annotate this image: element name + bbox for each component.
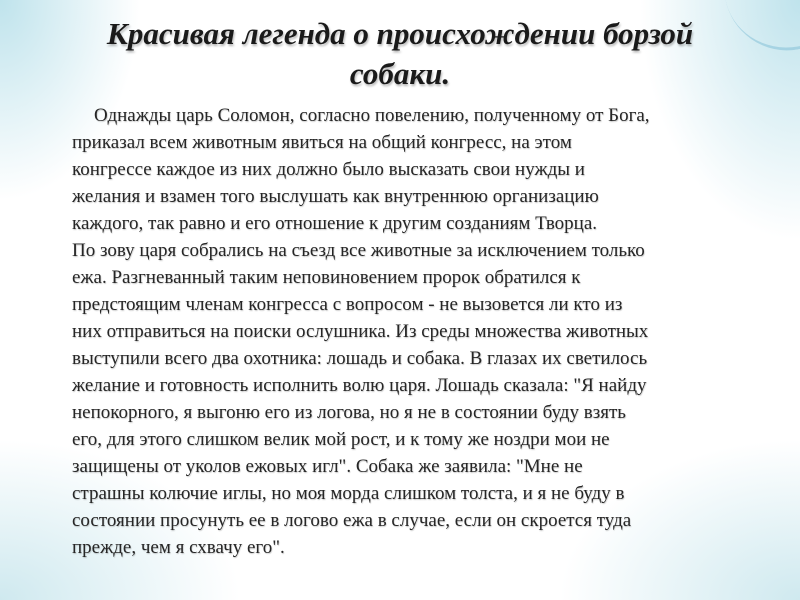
text-line: страшны колючие иглы, но моя морда слишком толста, и я не буду в	[72, 483, 625, 504]
text-line: прежде, чем я схвачу его".	[72, 537, 285, 558]
text-line: конгрессе каждое из них должно было высказать свои нужды и	[72, 159, 585, 180]
text-line: ежа. Разгневанный таким неповиновением пророк обратился к	[72, 267, 581, 288]
text-line: них отправиться на поиски ослушника. Из среды множества животных	[72, 321, 649, 342]
slide-title-line-2: собаки.	[349, 56, 451, 91]
text-line: Однажды царь Соломон, согласно повелению, полученному от Бога,	[94, 105, 650, 126]
legend-text	[72, 102, 752, 561]
text-line: желания и взамен того выслушать как внутреннюю организацию	[72, 186, 599, 207]
text-line: По зову царя собрались на съезд все животные за исключением только	[72, 240, 645, 261]
text-line: предстоящим членам конгресса с вопросом - не вызовется ли кто из	[72, 294, 623, 315]
text-line: выступили всего два охотника: лошадь и собака. В глазах их светилось	[72, 348, 648, 369]
text-line: каждого, так равно и его отношение к другим созданиям Творца.	[72, 213, 598, 234]
text-line: приказал всем животным явиться на общий конгресс, на этом	[72, 132, 572, 153]
text-line: состоянии просунуть ее в логово ежа в случае, если он скроется туда	[72, 510, 632, 531]
slide-title	[40, 14, 760, 94]
text-line: непокорного, я выгоню его из логова, но я не в состоянии буду взять	[72, 402, 626, 423]
text-line: его, для этого слишком велик мой рост, и к тому же ноздри мои не	[72, 429, 610, 450]
text-line: защищены от уколов ежовых игл". Собака же заявила: "Мне не	[72, 456, 583, 477]
slide-title-line-1: Красивая легенда о происхождении борзой	[106, 16, 694, 51]
text-line: желание и готовность исполнить волю царя. Лошадь сказала: "Я найду	[72, 375, 647, 396]
